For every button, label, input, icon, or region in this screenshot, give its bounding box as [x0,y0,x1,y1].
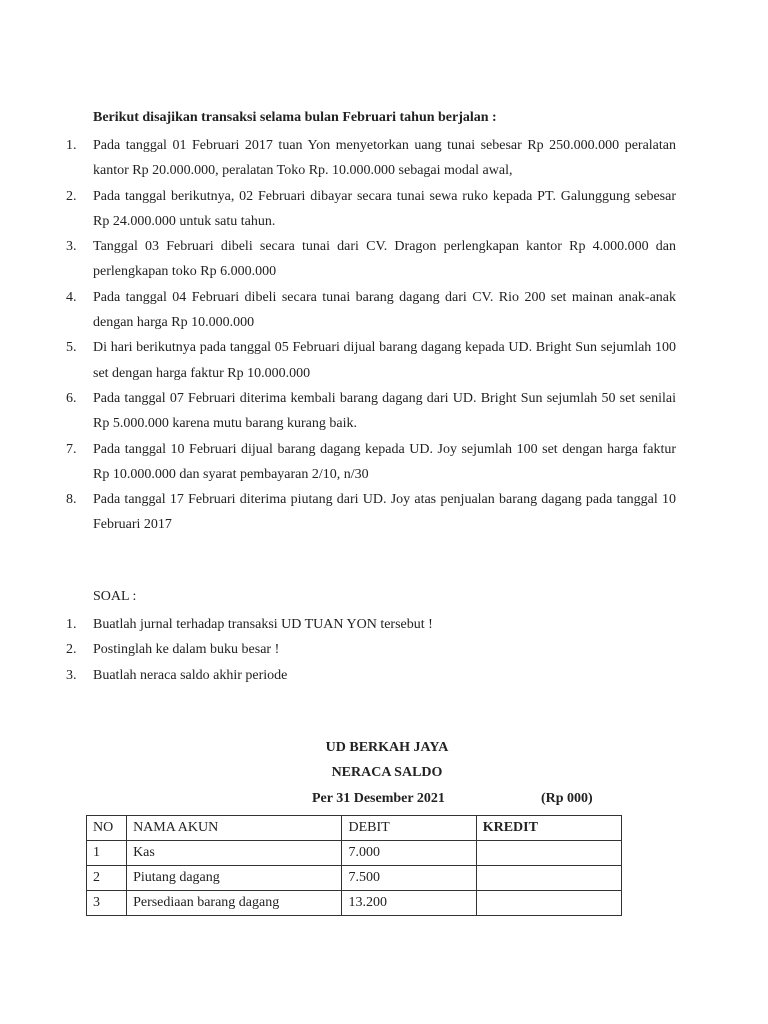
cell-no: 1 [87,841,127,866]
cell-account-name: Persediaan barang dagang [127,891,342,916]
list-item: 3. Buatlah neraca saldo akhir periode [66,667,288,683]
cell-debit: 7.500 [342,866,476,891]
report-period: Per 31 Desember 2021 [312,791,445,806]
intro-text: Berikut disajikan transaksi selama bulan Februari tahun berjalan : [93,110,497,125]
report-unit: (Rp 000) [541,791,593,806]
company-name: UD BERKAH JAYA [325,740,449,755]
list-item: 1. Buatlah jurnal terhadap transaksi UD TUAN YON tersebut ! [66,617,433,632]
header-credit: KREDIT [476,816,621,841]
header-account-name: NAMA AKUN [127,816,342,841]
cell-account-name: Piutang dagang [127,866,342,891]
list-item: 6. Pada tanggal 07 Februari diterima kembali barang dagang dari UD. Bright Sun sejumlah 50 set senilai Rp 5.000.000 karena mutu barang kurang baik. [66,390,676,432]
table-row [87,841,622,866]
list-item: 2. Pada tanggal berikutnya, 02 Februari dibayar secara tunai sewa ruko kepada PT. Galunggung sebesar Rp 24.000.000 untuk satu tahun. [66,188,676,229]
list-item: 1. Pada tanggal 01 Februari 2017 tuan Yon menyetorkan uang tunai sebesar Rp 250.000.000 peralatan kantor Rp 20.000.000, peralatan Toko Rp. 10.000.000 sebagai modal awal, [66,138,676,179]
question-list [66,612,676,688]
cell-debit: 13.200 [342,891,476,916]
cell-no: 2 [87,866,127,891]
list-item: 4. Pada tanggal 04 Februari dibeli secara tunai barang dagang dari CV. Rio 200 set mainan anak-anak dengan harga Rp 10.000.000 [66,289,676,331]
table-header-row [87,816,622,841]
cell-no: 3 [87,891,127,916]
trial-balance-table [86,815,622,916]
header-no: NO [87,816,127,841]
table-row [87,891,622,916]
list-item: 2. Postinglah ke dalam buku besar ! [66,642,280,658]
soal-title: SOAL : [93,589,137,604]
cell-credit [476,841,621,866]
cell-debit: 7.000 [342,841,476,866]
cell-credit [476,891,621,916]
cell-credit [476,866,621,891]
report-title: NERACA SALDO [331,765,443,780]
list-item: 8. Pada tanggal 17 Februari diterima piutang dari UD. Joy atas penjualan barang dagang pada tanggal 10 Februari 2017 [66,492,676,533]
header-debit: DEBIT [342,816,476,841]
list-item: 7. Pada tanggal 10 Februari dijual barang dagang kepada UD. Joy sejumlah 100 set dengan harga faktur Rp 10.000.000 dan syarat pembayaran 2/10, n/30 [66,441,676,482]
list-item: 5. Di hari berikutnya pada tanggal 05 Februari dijual barang dagang kepada UD. Bright Sun sejumlah 100 set dengan harga faktur Rp 10.000.000 [66,340,676,381]
list-item: 3. Tanggal 03 Februari dibeli secara tunai dari CV. Dragon perlengkapan kantor Rp 4.000.000 dan perlengkapan toko Rp 6.000.000 [66,239,676,280]
cell-account-name: Kas [127,841,342,866]
table-row [87,866,622,891]
transaction-list [66,133,676,538]
